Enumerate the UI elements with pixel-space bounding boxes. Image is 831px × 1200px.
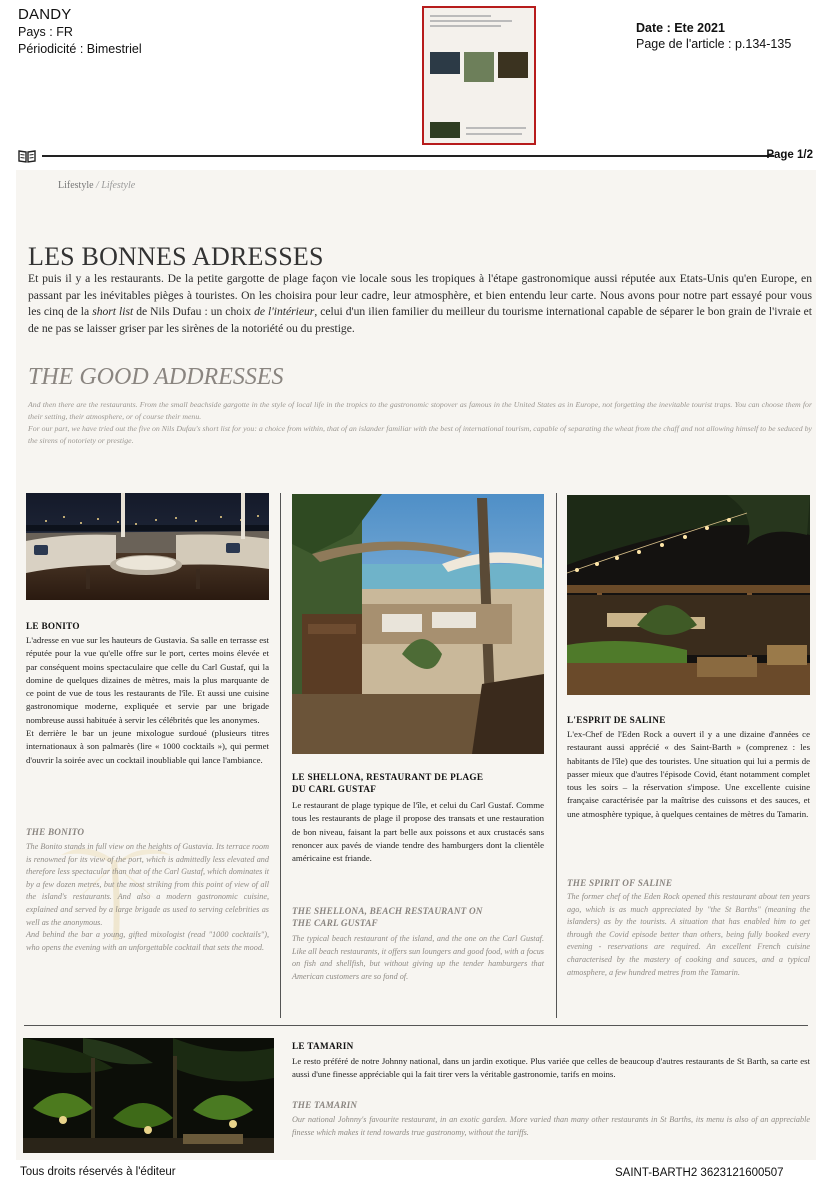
bonito-paragraph-en: The Bonito stands in full view on the heights of Gustavia. Its terrace room is renowned for its view of the port, which is admittedly less elevated and therefore less spectacular than that of the Carl Gustaf, which dominates it by a few dozen metres, but the most striking from this point of view of all the island's restaurants. And also a modern gastronomic cuisine, explained and served by a large brigade as used to serving celebrities as well as the anonymous. [26,842,269,927]
thumb-image [464,52,494,82]
thumb-line [466,127,526,129]
page-indicator: Page 1/2 [766,149,813,161]
shellona-title-line: DU CARL GUSTAF [292,784,377,794]
issue-date: Date : Ete 2021 [636,21,725,35]
publication-name: DANDY [18,6,72,23]
tamarin-title-fr: LE TAMARIN [292,1041,354,1051]
clipping-meta-right [636,20,791,52]
section-divider [24,1025,808,1026]
book-icon [18,149,36,163]
shellona-body-fr: Le restaurant de plage typique de l'île, et celui du Carl Gustaf. Comme tous les restaurants de plage il propose des transats et une restauration de bon niveau, faisant la part belle aux poissons et aux crustacés sans renoncer aux pavés de viande tendre des hamburgers dont la clientèle américaine est friande. [292,800,544,864]
intro-fr-text: Et puis il y a les restaurants. De la petite gargotte de plage façon vie locale sous les tropiques à l'étape gastronomique aussi réputée aux Etats-Unis qu'en Europe, en passant par les inévitables pièges à touristes. On les choisira pour leur cadre, leur atmosphère, et bien entendu leur carte. Nous avons pour notre part essayé pour vous les cinq de la [28,272,812,318]
column-divider [556,493,557,1018]
thumb-line [430,20,512,22]
heading-en: THE GOOD ADDRESSES [28,364,284,390]
saline-title-fr: L'ESPRIT DE SALINE [567,715,666,725]
shellona-title-en [292,905,483,929]
thumb-image [430,122,460,138]
shellona-photo [292,494,544,754]
tamarin-body-fr: Le resto préféré de notre Johnny national, dans un jardin exotique. Plus variée que celles de beaucoup d'autres restaurants de St Barth, sa carte est aussi d'une finesse appréciable qui la fait tirer vers la véritable gastronomie, tarifs en moins. [292,1056,810,1080]
tamarin-title-en: THE TAMARIN [292,1100,358,1110]
intro-fr-emphasis: short list [92,305,134,318]
shellona-title-fr [292,771,483,795]
shellona-title-line: LE SHELLONA, RESTAURANT DE PLAGE [292,772,484,782]
thumb-line [466,133,522,135]
article-pages: Page de l'article : p.134-135 [636,37,792,51]
intro-fr-text: de Nils Dufau : un choix [133,305,255,318]
article-scan [16,170,816,1160]
section-kicker [58,180,135,191]
thumb-line [430,25,501,27]
tamarin-body-en: Our national Johnny's favourite restaurant, in an exotic garden. More varied than many other restaurants in St Barths, its menu is also of an appreciable finesse which makes it tend towards true gastronomy, without the tariffs. [292,1115,810,1137]
clipping-reference: SAINT-BARTH2 3623121600507 [615,1167,784,1179]
bonito-paragraph-en: And behind the bar a young, gifted mixologist (read "1000 cocktails"), who opens the evening with an unforgettable cocktail that sets the mood. [26,930,269,952]
intro-en-paragraph: For our part, we have tried out the five on Nils Dufau's short list for you: a choice from within, that of an islander familiar with the best of international tourism, capable of separating the wheat from the chaff and not allowing himself to be seduced by the sirens of notoriety or prestige. [28,424,812,445]
header-divider [42,155,774,157]
heading-fr: LES BONNES ADRESSES [28,242,324,271]
bonito-paragraph: L'adresse en vue sur les hauteurs de Gustavia. Sa salle en terrasse est réputée pour la vue qu'elle offre sur le port, certes moins élevée et par conséquent moins spectaculaire que celle du Carl Gustaf, qui la domine de quelques dizaines de mètres, mais la plus marquante de ce point de vue de tous les restaurants de l'île. Et aussi une cuisine gastronomique moderne, expliquée et servie par une brigade nombreuse aussi habituée à servir les célébrités que les anonymes. [26,635,269,725]
rights-notice: Tous droits réservés à l'éditeur [20,1166,176,1178]
bonito-body-fr [26,634,269,767]
shellona-body-en: The typical beach restaurant of the island, and the one on the Carl Gustaf. Like all beach restaurants, it offers sun loungers and good food, with a focus on fish and shellfish, but without giving up the tender hamburgers that American customers are so fond of. [292,934,544,981]
country-label: Pays : FR [18,25,73,39]
header-rule [18,148,813,164]
thumb-image [498,52,528,78]
shellona-title-en-line: THE SHELLONA, BEACH RESTAURANT ON [292,906,483,916]
frequency-label: Périodicité : Bimestriel [18,42,142,56]
saline-title-en: THE SPIRIT OF SALINE [567,878,673,888]
page-thumbnail[interactable] [422,6,536,145]
bonito-paragraph: Et derrière le bar un jeune mixologue surdoué (plusieurs titres internationaux à son palmarès (lire « 1000 cocktails »), qui permet d'ouvrir la soirée avec un cocktail inoubliable qui lance l'ambiance. [26,728,269,765]
saline-body-en: The former chef of the Eden Rock opened this restaurant about ten years ago, which is as much appreciated by "the St Barths" (meaning the islanders) as by the tourists. A situation that has enabled him to get through the Covid episode better than others, being fully booked every evening - reservations are required. An excellent French cuisine characterised by the mastery of cooking and sauces, and a typical atmosphere, a few hundred metres from the Tamarin. [567,892,810,977]
thumb-image [430,52,460,74]
bonito-photo [26,493,269,600]
intro-fr [28,271,812,337]
column-divider [280,493,281,1018]
bonito-body-en [26,841,269,954]
bonito-title-en: THE BONITO [26,827,85,837]
kicker-label: Lifestyle [58,180,94,191]
saline-photo [567,495,810,695]
tamarin-photo [23,1038,274,1153]
kicker-sub: / Lifestyle [96,180,136,191]
intro-fr-emphasis: de l'intérieur [254,305,315,318]
intro-fr-text: , celui d'un ilien familier du meilleur du tourisme international capable de séparer le bon grain de l'ivraie et de ne pas se laisser griser par les sirènes de la notoriété ou du prestige. [28,305,813,335]
bonito-title-fr: LE BONITO [26,621,80,631]
shellona-title-en-line: THE CARL GUSTAF [292,918,378,928]
intro-en-paragraph: And then there are the restaurants. From the small beachside gargotte in the style of local life in the tropics to the gastronomic stopover as famous in the United States as in Europe, not forgetting the inevitable tourist traps. You can choose them for their setting, their atmosphere, or of course their menu. [28,400,812,421]
thumb-line [430,15,491,17]
clipping-meta-left [18,6,142,57]
intro-en [28,399,812,447]
saline-body-fr: L'ex-Chef de l'Eden Rock a ouvert il y a une dizaine d'années ce restaurant aussi apprécié « des Saint-Barth » (comprenez : les habitants de l'île) que des touristes. Une situation qui lui a permis de passer mieux que d'autres l'épisode Covid, étant notamment complet tous les soirs – la réservation s'impose. Une excellente cuisine française caractérisée par la maîtrise des cuissons et des sauces, et une atmosphère typique, à quelques centaines de mètres du Tamarin. [567,729,810,819]
